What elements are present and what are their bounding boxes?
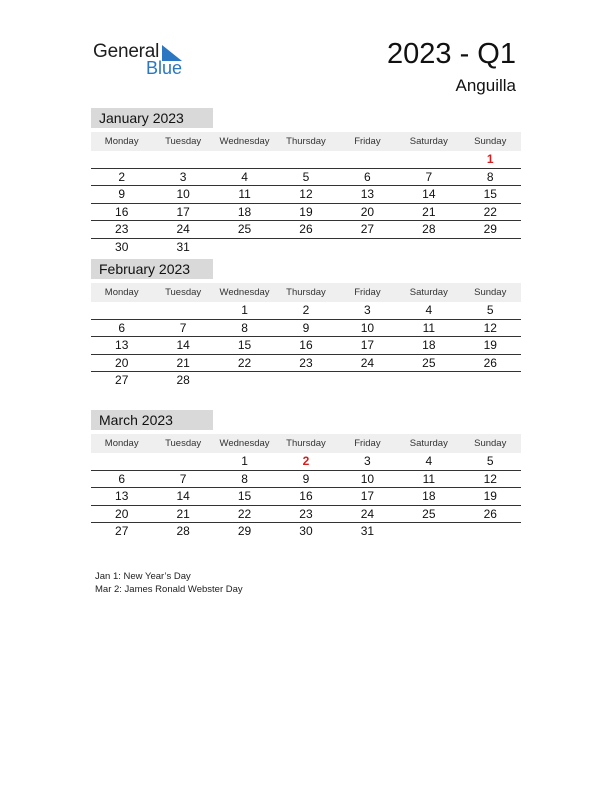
day-cell xyxy=(152,453,213,470)
day-cell: 29 xyxy=(483,222,497,236)
weekday-label: Tuesday xyxy=(165,438,202,449)
day-cell: 12 xyxy=(483,471,497,486)
day-cell: 26 xyxy=(483,506,497,521)
day-cell: 17 xyxy=(360,489,375,503)
day-cell: 27 xyxy=(115,524,129,538)
day-cell: 1 xyxy=(241,454,248,468)
weekday-label: Wednesday xyxy=(219,287,270,298)
weekday-label: Friday xyxy=(354,136,381,147)
day-cell: 24 xyxy=(176,222,190,236)
week-row xyxy=(91,337,521,355)
day-cell: 20 xyxy=(115,506,129,521)
day-cell: 7 xyxy=(425,169,433,184)
day-cell: 22 xyxy=(237,355,252,370)
day-cell xyxy=(152,151,213,168)
day-cell xyxy=(460,523,521,540)
day-cell: 17 xyxy=(176,204,190,219)
day-cell xyxy=(398,372,459,389)
week-rows xyxy=(91,302,521,389)
week-row xyxy=(91,488,521,506)
day-cell xyxy=(460,372,521,389)
day-cell xyxy=(152,302,213,319)
day-cell: 8 xyxy=(486,169,494,184)
day-cell: 20 xyxy=(360,204,375,219)
day-cell: 23 xyxy=(115,222,129,236)
week-row xyxy=(91,204,521,222)
holiday-notes xyxy=(95,570,243,596)
logo-word-general: General xyxy=(93,41,160,62)
day-cell: 27 xyxy=(115,373,129,387)
day-cell xyxy=(398,239,459,256)
day-cell xyxy=(275,151,336,168)
day-cell: 6 xyxy=(118,471,126,486)
day-cell: 11 xyxy=(422,320,436,335)
weekday-label: Wednesday xyxy=(219,438,270,449)
day-cell: 17 xyxy=(360,338,375,352)
country-name: Anguilla xyxy=(455,76,516,95)
day-cell: 24 xyxy=(360,506,375,521)
day-cell: 13 xyxy=(115,338,129,352)
weekday-label: Tuesday xyxy=(165,136,202,147)
logo xyxy=(93,41,193,81)
weekday-label: Monday xyxy=(104,438,139,449)
day-cell: 10 xyxy=(360,320,375,335)
day-cell: 5 xyxy=(302,169,310,184)
day-cell xyxy=(398,151,459,168)
day-cell xyxy=(91,453,152,470)
day-cell: 22 xyxy=(237,506,252,521)
day-cell: 11 xyxy=(238,187,251,201)
day-cell: 31 xyxy=(176,239,190,254)
day-cell: 22 xyxy=(483,204,497,219)
week-row xyxy=(91,523,521,540)
day-cell: 25 xyxy=(237,222,252,236)
holiday-note: Mar 2: James Ronald Webster Day xyxy=(95,584,243,595)
day-cell: 3 xyxy=(364,454,371,468)
week-row xyxy=(91,239,521,256)
day-cell: 27 xyxy=(360,222,375,236)
logo-word-blue: Blue xyxy=(146,58,183,78)
weekday-label: Sunday xyxy=(474,136,507,147)
day-cell: 28 xyxy=(176,524,190,538)
month-title: January 2023 xyxy=(91,108,213,128)
day-cell: 5 xyxy=(486,303,494,317)
day-cell xyxy=(214,372,275,389)
day-cell: 28 xyxy=(422,222,436,236)
day-cell: 8 xyxy=(241,320,248,335)
week-row xyxy=(91,221,521,239)
day-cell xyxy=(275,372,336,389)
day-cell xyxy=(275,239,336,256)
weekday-label: Monday xyxy=(104,287,139,298)
day-cell: 21 xyxy=(176,506,190,521)
day-cell: 25 xyxy=(422,506,436,521)
day-cell: 10 xyxy=(360,471,375,486)
weekday-header-row xyxy=(91,434,521,453)
day-cell: 4 xyxy=(425,303,433,317)
week-row xyxy=(91,320,521,338)
day-cell: 2 xyxy=(302,454,310,468)
day-cell: 9 xyxy=(302,320,310,335)
day-cell xyxy=(460,239,521,256)
day-cell: 18 xyxy=(422,489,436,503)
page-title: 2023 - Q1 xyxy=(387,38,516,70)
day-cell: 16 xyxy=(115,204,129,219)
day-cell xyxy=(214,151,275,168)
day-cell: 9 xyxy=(302,471,310,486)
week-row xyxy=(91,186,521,204)
day-cell: 7 xyxy=(179,320,187,335)
day-cell: 3 xyxy=(179,169,187,184)
day-cell: 6 xyxy=(118,320,126,335)
month-february xyxy=(91,259,521,389)
week-row xyxy=(91,471,521,489)
day-cell: 9 xyxy=(118,187,126,201)
weekday-label: Saturday xyxy=(409,136,448,147)
weekday-label: Friday xyxy=(354,287,381,298)
day-cell: 4 xyxy=(425,454,433,468)
day-cell xyxy=(337,239,398,256)
day-cell xyxy=(91,151,152,168)
week-rows xyxy=(91,453,521,540)
day-cell: 14 xyxy=(176,489,190,503)
day-cell: 28 xyxy=(176,373,190,387)
day-cell: 2 xyxy=(302,303,310,317)
weekday-label: Sunday xyxy=(474,287,507,298)
day-cell: 31 xyxy=(360,524,375,538)
day-cell: 3 xyxy=(364,303,371,317)
week-row xyxy=(91,302,521,320)
week-row xyxy=(91,453,521,471)
holiday-note: Jan 1: New Year’s Day xyxy=(95,571,191,582)
day-cell xyxy=(337,151,398,168)
day-cell: 2 xyxy=(118,169,126,184)
week-row xyxy=(91,372,521,389)
day-cell: 30 xyxy=(299,524,313,538)
day-cell: 18 xyxy=(422,338,436,352)
day-cell: 14 xyxy=(422,187,436,201)
day-cell: 8 xyxy=(241,471,248,486)
day-cell: 30 xyxy=(115,239,129,254)
day-cell: 12 xyxy=(483,320,497,335)
day-cell: 19 xyxy=(483,338,497,352)
weekday-label: Thursday xyxy=(286,287,326,298)
day-cell: 14 xyxy=(176,338,190,352)
day-cell: 19 xyxy=(483,489,497,503)
weekday-header-row xyxy=(91,132,521,151)
day-cell: 16 xyxy=(299,489,313,503)
weekday-label: Friday xyxy=(354,438,381,449)
week-row xyxy=(91,355,521,373)
weekday-label: Thursday xyxy=(286,438,326,449)
day-cell: 15 xyxy=(237,489,252,503)
weekday-label: Thursday xyxy=(286,136,326,147)
day-cell: 18 xyxy=(237,204,252,219)
day-cell: 26 xyxy=(299,222,313,236)
day-cell: 15 xyxy=(237,338,252,352)
day-cell: 4 xyxy=(241,169,248,184)
day-cell: 13 xyxy=(360,187,375,201)
weekday-label: Sunday xyxy=(474,438,507,449)
month-title: February 2023 xyxy=(91,259,213,279)
weekday-label: Saturday xyxy=(409,438,448,449)
day-cell: 23 xyxy=(299,355,313,370)
month-march xyxy=(91,410,521,540)
day-cell: 12 xyxy=(299,187,313,201)
weekday-label: Saturday xyxy=(409,287,448,298)
day-cell: 1 xyxy=(486,152,494,166)
day-cell: 26 xyxy=(483,355,497,370)
day-cell: 10 xyxy=(176,187,190,201)
week-row xyxy=(91,169,521,187)
day-cell: 25 xyxy=(422,355,436,370)
day-cell: 20 xyxy=(115,355,129,370)
weekday-label: Monday xyxy=(104,136,139,147)
day-cell: 21 xyxy=(422,204,436,219)
week-row xyxy=(91,506,521,524)
month-january xyxy=(91,108,521,255)
day-cell: 16 xyxy=(299,338,313,352)
day-cell xyxy=(91,302,152,319)
day-cell: 29 xyxy=(237,524,252,538)
day-cell: 15 xyxy=(483,187,497,201)
week-row xyxy=(91,151,521,169)
day-cell: 11 xyxy=(422,471,436,486)
day-cell xyxy=(214,239,275,256)
day-cell: 7 xyxy=(179,471,187,486)
weekday-label: Tuesday xyxy=(165,287,202,298)
week-rows xyxy=(91,151,521,255)
day-cell xyxy=(398,523,459,540)
day-cell: 24 xyxy=(360,355,375,370)
weekday-label: Wednesday xyxy=(219,136,270,147)
day-cell: 23 xyxy=(299,506,313,521)
month-title: March 2023 xyxy=(91,410,213,430)
day-cell: 21 xyxy=(176,355,190,370)
day-cell: 1 xyxy=(241,303,248,317)
day-cell xyxy=(337,372,398,389)
day-cell: 5 xyxy=(486,454,494,468)
day-cell: 19 xyxy=(299,204,313,219)
weekday-header-row xyxy=(91,283,521,302)
day-cell: 6 xyxy=(364,169,371,184)
day-cell: 13 xyxy=(115,489,129,503)
